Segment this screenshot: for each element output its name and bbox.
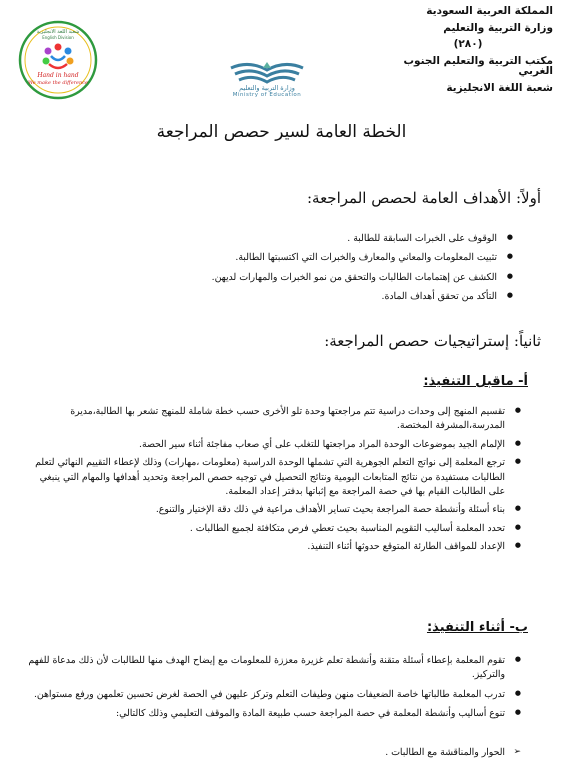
sub-b-heading: ب- أثناء التنفيذ: [426, 620, 528, 635]
sub-a-list [23, 405, 523, 555]
sub-a-heading: أ- ماقبل التنفيذ: [423, 374, 528, 389]
list-item: ● الكشف عن إهتمامات الطالبات والتحقق من نمو الخبرات والمهارات لديهن. [45, 271, 515, 285]
list-item: ● تقوم المعلمة بإعطاء أسئلة متقنة وأنشطة تعلم غزيرة معززة للمعلومات مع إيضاح الهدف منها للطالبات لأن ذلك مدعاة للفهم والتركيز. [23, 654, 523, 683]
list-item: ● تدرب المعلمة طالباتها خاصة الضعيفات منهن وطيفات التعلم وتركز عليهن في الحصة لغرض تحسين تعلمهن ورفع مستواهن. [23, 688, 523, 702]
org-line-ministry: وزارة التربية والتعليم [443, 21, 553, 34]
section1-list [45, 232, 515, 305]
document-title: الخطة العامة لسير حصص المراجعة [156, 122, 407, 142]
ministry-logo [222, 60, 312, 98]
badge-slogan-2: We make the difference [28, 80, 88, 86]
org-line-number: (٢٨٠) [453, 38, 483, 50]
list-item: ● تقسيم المنهج إلى وحدات دراسية تتم مراجعتها وحدة تلو الأخرى حسب خطة شاملة للمنهج تشعر بها الطالبة،مديرة المدرسة،المشرفة المختصة. [23, 405, 523, 434]
org-line-country: المملكة العربية السعودية [426, 5, 553, 17]
list-item: ● التأكد من تحقق أهداف المادة. [45, 290, 515, 304]
organization-header [403, 6, 553, 99]
book-icon [227, 60, 307, 86]
list-item: ● تحدد المعلمة أساليب التقويم المناسبة بحيث تعطي فرص متكافئة لجميع الطالبات . [23, 522, 523, 536]
list-item: ● ترجع المعلمة إلى نواتج التعلم الجوهرية التي تشملها الوحدة الدراسية (معلومات ،مهارات) وذلك لإعطاء التقييم النهائي لتعلم الطالبات مستفيدة من نتائج المتابعات اليومية ونتائج التحصيل في توجيه حصص المراجعة وتحديد أهدافها والمهام التي ينبغي على الطالبات القيام بها في حصة المراجعة مع إثباتها بدفتر إعداد المعلمة. [23, 456, 523, 499]
section2-heading: ثانياً: إستراتيجيات حصص المراجعة: [324, 332, 541, 350]
badge-top-text-en: English Division [42, 35, 74, 40]
list-item: ● تثبيت المعلومات والمعاني والمعارف والخبرات التي اكتسبتها الطالبة. [45, 251, 515, 265]
badge-slogan-1: Hand in hand [37, 72, 79, 79]
sub-b-arrow-list [23, 746, 523, 760]
list-item: ● تنوع أساليب وأنشطة المعلمة في حصة المراجعة حسب طبيعة المادة والموقف التعليمي وذلك كالتالي: [23, 707, 523, 721]
ministry-logo-text-ar: وزارة التربية والتعليم [239, 84, 295, 92]
list-item: ● الإلمام الجيد بموضوعات الوحدة المراد مراجعتها للتغلب على أي صعاب مفاجئة أثناء سير الحصة. [23, 438, 523, 452]
english-division-badge [18, 20, 98, 100]
ministry-logo-text-en: Ministry of Education [232, 92, 302, 98]
list-item: ● الإعداد للمواقف الطارئة المتوقع حدوثها أثناء التنفيذ. [23, 540, 523, 554]
badge-top-text-ar: شعبة اللغة الانجليزية [36, 29, 80, 35]
list-item: ➢ الحوار والمناقشة مع الطالبات . [23, 746, 523, 760]
org-line-office: مكتب التربية والتعليم الجنوب الغربي [403, 54, 553, 77]
sub-b-list [23, 654, 523, 722]
org-line-division: شعبة اللغة الانجليزية [446, 81, 553, 94]
list-item: ● بناء أسئلة وأنشطة حصة المراجعة بحيث تساير الأهداف مراعية في ذلك دقة الإختيار والتنوع. [23, 503, 523, 517]
list-item: ● الوقوف على الخبرات السابقة للطالبة . [45, 232, 515, 246]
section1-heading: أولاً: الأهداف العامة لحصص المراجعة: [306, 189, 541, 207]
